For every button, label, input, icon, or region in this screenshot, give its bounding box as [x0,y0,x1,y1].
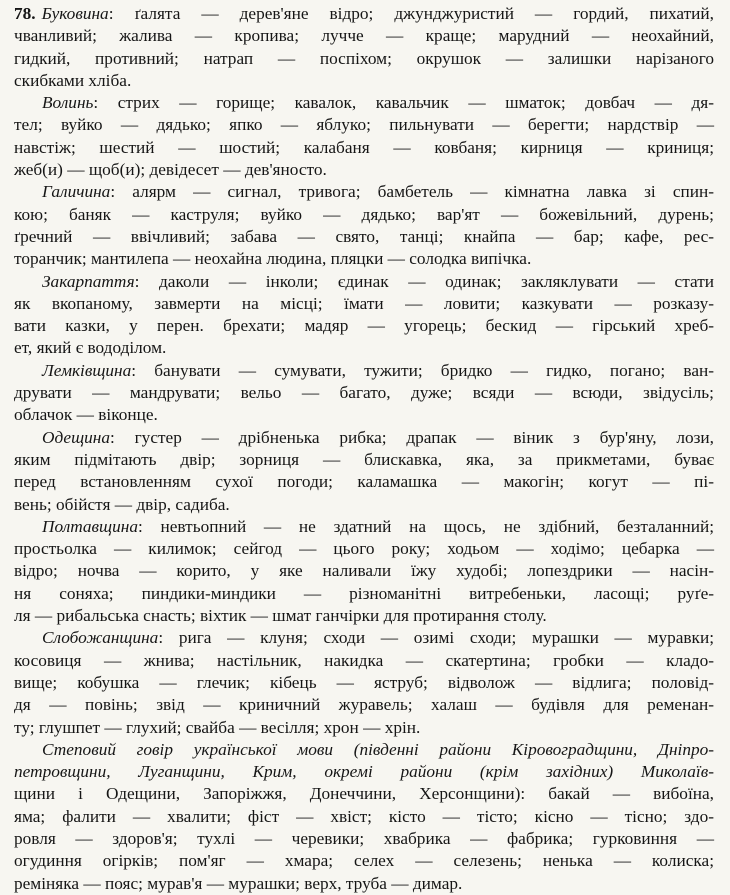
region-name: Одещина [42,427,111,447]
text-line: вище; кобушка — глечик; кібець — яструб; відволож — відлига; половід- [14,672,714,692]
text-fragment: : алярм — сигнал, тривога; бамбетель — кімнатна лавка зі спин- [110,182,714,202]
text-line: гидкий, противний; натрап — поспіхом; окрушок — залишки нарізаного [14,48,714,68]
text-line [14,271,714,293]
dialect-section-halychyna [14,181,714,270]
dialect-section-poltavshchyna [14,516,714,627]
text-line [14,360,714,382]
dialect-section-lemkivshchyna [14,360,714,427]
text-fragment: : ґалята — дерев'яне відро; джунджуристий — гордий, пихатий, [108,4,714,23]
text-fragment: : даколи — інколи; єдинак — одинак; закляклувати — стати [134,271,714,291]
text-line [14,627,714,649]
text-line: простьолка — килимок; сейгод — цього року; ходьом — ходімо; цебарка — [14,539,714,559]
text-line: облачок — віконце. [14,405,158,425]
text-line: торанчик; мантилепа — неохайна людина, пляцки — солодка випічка. [14,249,532,269]
text-line: ту; глушпет — глухий; свайба — весілля; хрон — хрін. [14,717,421,737]
text-line [14,3,714,25]
text-line: ґречний — ввічливий; забава — свято, танці; кнайпа — бар; кафе, рес- [14,226,714,246]
region-name: Закарпаття [42,271,135,291]
dialect-section-slobozhanshchyna [14,627,714,738]
text-fragment: : рига — клуня; сходи — озимі сходи; мурашки — муравки; [158,628,714,648]
text-line: косовиця — жнива; настільник, накидка — скатертина; гробки — кладо- [14,650,714,670]
text-line: ля — рибальська снасть; віхтик — шмат ганчірки для протирання столу. [14,606,547,626]
text-line: навстіж; шестий — шостий; калабаня — ковбаня; кирниця — криниця; [14,137,714,157]
text-line [14,181,714,203]
region-name: Буковина [41,4,109,23]
text-line: щини і Одещини, Запоріжжя, Донеччини, Херсонщини): бакай — вибоїна, [14,784,714,804]
text-line: перед встановленням сухої погоди; каламашка — макогін; когут — пі- [14,472,714,492]
text-line: реміняка — пояс; мурав'я — мурашки; верх, труба — димар. [14,873,463,893]
region-name: Слобожанщина [42,628,159,648]
dialect-section-bukovyna [14,3,714,92]
text-line [14,427,714,449]
text-line: вень; обійстя — двір, садиба. [14,494,230,514]
text-line: тел; вуйко — дядько; япко — яблуко; пильнувати — берегти; нардствір — [14,115,714,135]
text-line: петровщини, Луганщини, Крим, окремі райони (крім західних) Миколаїв- [14,762,714,782]
text-line: Степовий говір української мови (південні райони Кіровоградщини, Дніпро- [42,739,714,759]
text-line: кою; баняк — каструля; вуйко — дядько; вар'ят — божевільний, дурень; [14,204,714,224]
dialect-section-odeshchyna [14,427,714,516]
region-name: Галичина [42,182,111,202]
text-line: ет, який є вододілом. [14,338,167,358]
text-line: ровля — здоров'я; тухлі — черевики; хвабрика — фабрика; гурковиння — [14,828,714,848]
text-line: друвати — мандрувати; вельо — багато, дуже; всяди — всюди, звідусіль; [14,383,714,403]
text-line: жеб(и) — щоб(и); девідесет — дев'яносто. [14,160,327,180]
text-line: скибками хліба. [14,70,132,90]
text-line [14,92,714,114]
text-fragment: : стрих — горище; кавалок, кавальчик — шматок; довбач — дя- [93,93,714,113]
text-fragment: : банувати — сумувати, тужити; бридко — гидко, погано; ван- [131,360,714,380]
text-line [14,516,714,538]
text-line: дя — повінь; звід — криничний журавель; халаш — будівля для ременан- [14,695,714,715]
text-line: огудиння огірків; пом'яг — хмара; селех — селезень; ненька — колиска; [14,851,714,871]
text-line: вати казки, у перен. брехати; мадяр — угорець; бескид — гірський хреб- [14,316,714,336]
text-line: яма; фалити — хвалити; фіст — хвіст; кісто — тісто; кісно — тісно; здо- [14,806,714,826]
text-line: як вкопаному, завмерти на місці; їмати — ловити; казкувати — розказу- [14,293,714,313]
text-fragment: : невтьопний — не здатний на щось, не здібний, безталанний; [137,516,714,536]
text-line: яким підмітають двір; зорниця — блискавка, яка, за прикметами, буває [14,449,714,469]
dialect-section-volyn [14,92,714,181]
text-line: чванливий; жалива — кропива; лучче — краще; марудний — неохайний, [14,26,714,46]
region-name: Полтавщина [42,516,138,536]
region-name: Волинь [42,93,94,113]
text-line: відро; ночва — корито, у яке наливали їжу худобі; лопездрики — насін- [14,561,714,581]
region-name: Лемківщина [42,360,132,380]
dialect-section-steppe [14,739,714,895]
dialect-section-zakarpattia [14,271,714,360]
exercise-number: 78. [14,4,36,23]
text-fragment: : густер — дрібненька рибка; драпак — віник з бур'яну, лози, [110,427,714,447]
text-line: ня соняха; пиндики-миндики — різноманітні витребеньки, ласощі; руґе- [14,583,714,603]
